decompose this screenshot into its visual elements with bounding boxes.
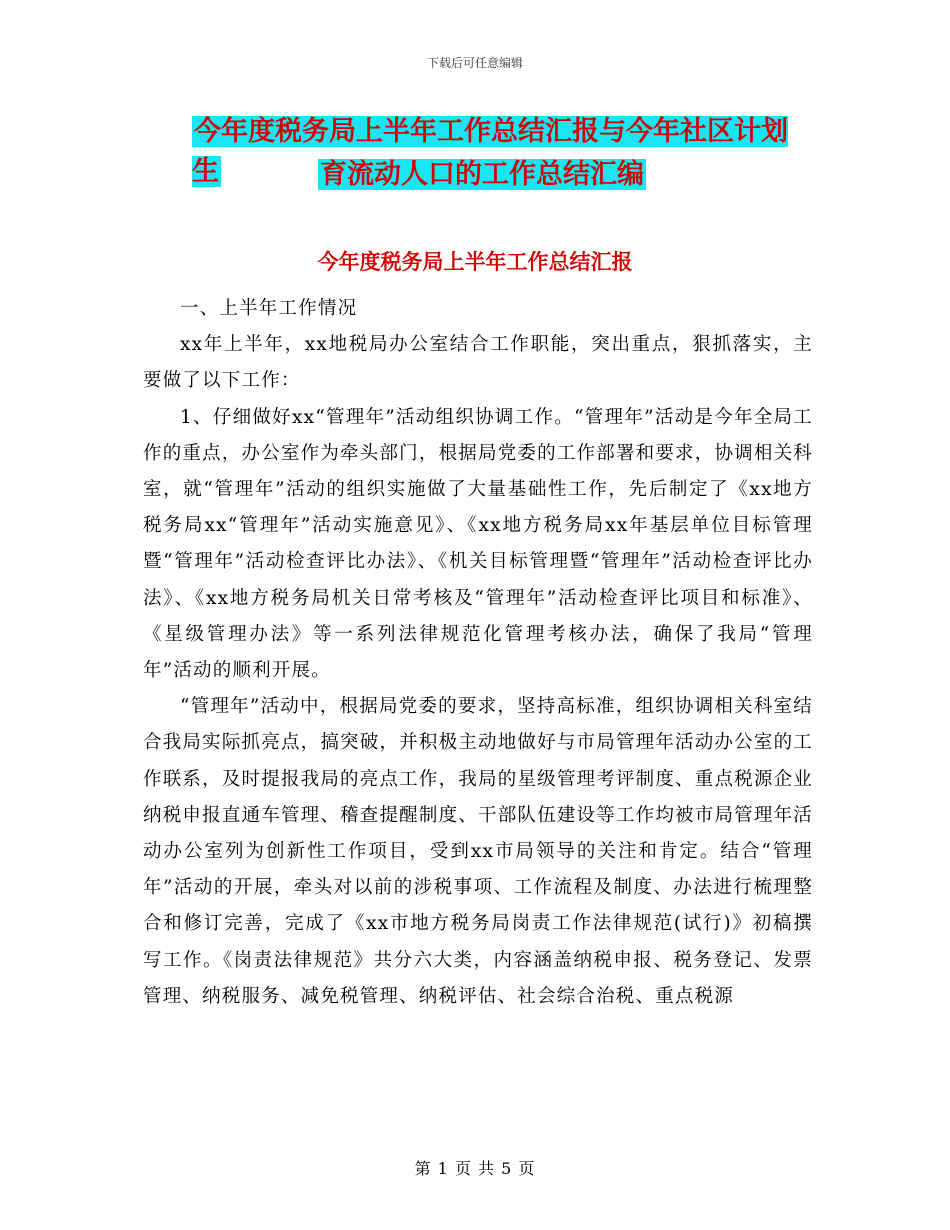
paragraph-heading: 一、上半年工作情况 xyxy=(180,298,358,319)
paragraph: “管理年”活动中，根据局党委的要求，坚持高标准，组织协调相关科室结合我局实际抓亮点，搞突破，并积极主动地做好与市局管理年活动办公室的工作联系，及时提报我局的亮点工作，我局的星级管理考评制度、重点税源企业纳税申报直通车管理、稽查提醒制度、干部队伍建设等工作均被市局管理年活动办公室列为创新性工作项目，受到xx市局领导的关注和肯定。结合“管理年”活动的开展，牵头对以前的涉税事项、工作流程及制度、办法进行梳理整合和修订完善，完成了《xx市地方税务局岗责工作法律规范(试行)》初稿撰写工作。《岗责法律规范》共分六大类，内容涵盖纳税申报、税务登记、发票管理、纳税服务、减免税管理、纳税评估、社会综合治税、重点税源 xyxy=(143,696,813,1007)
header-note: 下载后可任意编辑 xyxy=(426,56,523,70)
page-footer: 第 1 页 共 5 页 xyxy=(414,1159,536,1178)
paragraph: xx年上半年，xx地税局办公室结合工作职能，突出重点，狠抓落实，主要做了以下工作： xyxy=(143,334,813,392)
main-title-line2 xyxy=(318,155,938,195)
main-title-line1-text: 今年度税务局上半年工作总结汇报与今年社区计划生 xyxy=(192,116,788,187)
document-body xyxy=(143,291,813,1015)
paragraph: 1、仔细做好xx“管理年”活动组织协调工作。“管理年”活动是今年全局工作的重点，办公室作为牵头部门，根据局党委的工作部署和要求，协调相关科室，就“管理年”活动的组织实施做了大量基础性工作，先后制定了《xx地方税务局xx“管理年”活动实施意见》、《xx地方税务局xx年基层单位目标管理暨“管理年”活动检查评比办法》、《机关目标管理暨“管理年”活动检查评比办法》、《xx地方税务局机关日常考核及“管理年”活动检查评比项目和标准》、《星级管理办法》等一系列法律规范化管理考核办法，确保了我局“管理年”活动的顺利开展。 xyxy=(143,406,813,682)
section-title: 今年度税务局上半年工作总结汇报 xyxy=(317,250,633,274)
main-title-line2-text: 育流动人口的工作总结汇编 xyxy=(320,159,644,190)
